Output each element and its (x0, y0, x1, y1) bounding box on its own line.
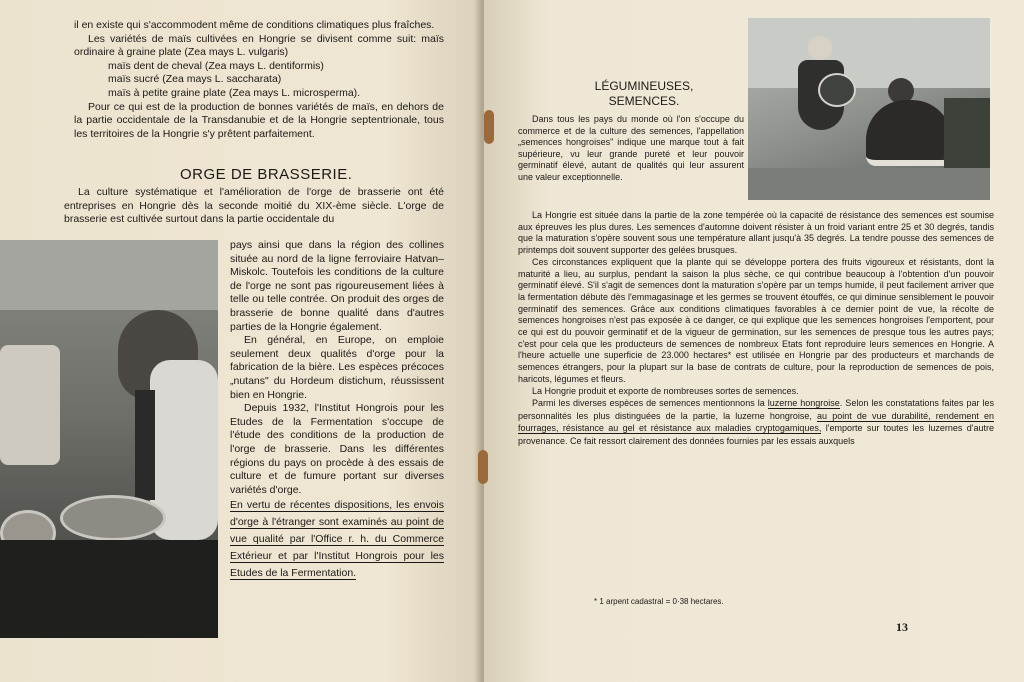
binding-stain (478, 450, 488, 484)
photo-children-folk-costume (748, 18, 990, 200)
child-skirt (866, 100, 952, 166)
page-number: 13 (896, 620, 908, 634)
list-item: maïs dent de cheval (Zea mays L. dentiformis) (108, 59, 324, 72)
text-run: Parmi les diverses espèces de semences mentionnons la (532, 398, 768, 409)
right-intro (518, 114, 744, 184)
basket (818, 73, 856, 107)
bench (0, 540, 218, 638)
left-page (0, 0, 482, 682)
right-page (484, 0, 1024, 682)
footnote: * 1 arpent cadastral = 0·38 hectares. (594, 597, 724, 606)
left-intro (64, 186, 444, 227)
underlined-text: En vertu de récentes dispositions, les envois d'orge à l'étranger sont examinés au point de vue qualité par l'Office r. h. du Commerce Extérieur et par l'Institut Hongrois pour les Etudes de la Fermentation. (230, 499, 444, 580)
underlined-text: luzerne hongroise (767, 398, 840, 409)
paragraph: Les variétés de maïs cultivées en Hongrie se divisent comme suit: maïs ordinaire à graine plate (Zea mays L. vulgaris) (74, 32, 444, 59)
sack (0, 345, 60, 465)
paragraph (230, 497, 444, 582)
binding-stain (484, 110, 494, 144)
wall (0, 240, 218, 310)
list-item: maïs sucré (Zea mays L. saccharata) (108, 73, 282, 86)
child-head (808, 36, 832, 60)
right-body (518, 210, 994, 448)
paragraph (518, 397, 994, 447)
paragraph: La culture systématique et l'amélioration de l'orge de brasserie ont été entreprises en Hongrie dès la seconde moitié du XIX-ème siècle. L'orge de brasserie est cultivée surtout dans la partie occidentale du (64, 186, 444, 226)
heading-line: SEMENCES. (608, 94, 680, 108)
section-heading (574, 79, 714, 109)
ground (748, 168, 990, 200)
photo-microscope (0, 240, 218, 638)
text-run: . Selon les constatations faites par les personnalités les plus distinguées de la partie, la luzerne hongroise, (518, 398, 994, 421)
section-heading: ORGE DE BRASSERIE. (180, 166, 353, 183)
paragraph: Pour ce qui est de la production de bonnes variétés de maïs, en dehors de la partie occidentale de la Transdanubie et de la Hongrie septentrionale, tous les territoires de la Hongrie s'y prêtent parfaitement. (74, 100, 444, 140)
paragraph: il en existe qui s'accommodent même de conditions climatiques plus fraîches. (74, 19, 435, 31)
paragraph: Ces circonstances expliquent que la plante qui se développe portera des fruits vigoureux et résistants, dont la maturité a lieu, au surplus, pendant la saison la plus sèche, ce qui contribue beaucoup à l'obtention d'un pouvoir germinatif élevé. S'il s'agit de semences dont la maturation s'opère par un temps humide, il peut facilement arriver que la fermentation débute dès l'emmagasinage et les germes se trouvent étouffés, ce qui diminue sensiblement le pouvoir germinatif des semences. Grâce aux conditions climatiques favorables à ce dernier point de vue, la récolte de semences hongroises n'est pas exposée à ce danger, ce qui explique que les semences hongroises l'emportent, pour ce qui est du pouvoir germinatif et de la vigueur de germination, sur les semences de presque tous les autres pays; c'est pour cela que les producteurs de semences de nombreux Etats font reproduire leurs semences en Hongrie. A l'heure actuelle une superficie de 23.000 hectares* est utilisée en Hongrie par des producteurs et marchands de semences étrangers, pour la plupart sur la base de contrats de culture, pour la reproduction de semences de pois, haricots, légumes et fleurs. (518, 256, 994, 384)
sky (748, 18, 990, 88)
paragraph: Dans tous les pays du monde où l'on s'occupe du commerce et de la culture des semences, l'appellation „semences hongroises" indique une marque tout à fait supérieure, vu leur grande pureté et leur pouvoir germinatif élevé, autant de qualités qui leur assurent une valeur exceptionnelle. (518, 114, 744, 182)
paragraph: La Hongrie produit et exporte de nombreuses sortes de semences. (532, 385, 799, 396)
paragraph: Depuis 1932, l'Institut Hongrois pour les Etudes de la Fermentation s'occupe de l'étude des conditions de la production de l'orge de brasserie. Dans les différentes régions du pays on procède à des essais de culture et de fumure portant sur diverses variétés d'orge. (230, 402, 444, 496)
left-col-top (74, 19, 444, 141)
microscope (135, 390, 155, 500)
heading-line: LÉGUMINEUSES, (594, 79, 694, 93)
paragraph: La Hongrie est située dans la partie de la zone tempérée où la capacité de résistance des semences est soumise aux épreuves les plus dures. Les semences d'automne doivent résister à un froid variant entre 25 et 30 degrés, tandis que la maturation s'opère souvent sous une température allant jusqu'à 35 degrés. La tendre pousse des semences de printemps doit souvent supporter des gelées brusques. (518, 210, 994, 256)
text-run: l'emporte sur toutes les luzernes d'autre provenance. Ce fait ressort clairement des données fournies par les essais auxquels (518, 423, 994, 447)
paragraph: En général, en Europe, on emploie seulement deux qualités d'orge pour la fabrication de la bière. Les espèces précoces „nutans" du Hordeum distichum, réussissent bien en Hongrie. (230, 334, 444, 401)
paragraph: pays ainsi que dans la région des collines située au nord de la ligne ferroviaire Hatvan–Miskolc. Toutefois les conditions de la culture de l'orge ne sont pas rigoureusement liées à telle ou telle contrée. On produit des orges de brasserie de bonne qualité dans d'autres parties de la Hongrie également. (230, 239, 444, 333)
underlined-text: au point de vue durabilité, rendement en fourrages, résistance au gel et résistance aux maladies cryptogamiques, (518, 410, 994, 434)
left-col-right (230, 239, 444, 582)
list-item: maïs à petite graine plate (Zea mays L. microsperma). (108, 86, 361, 99)
sample-dish (60, 495, 166, 541)
